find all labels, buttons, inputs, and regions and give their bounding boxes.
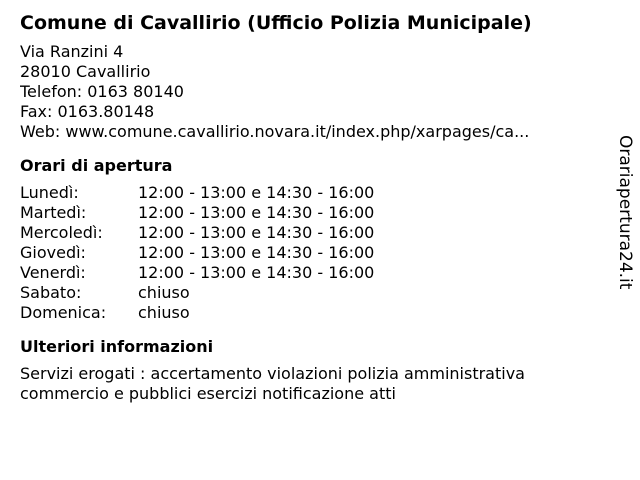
day-hours: 12:00 - 13:00 e 14:30 - 16:00 bbox=[138, 183, 375, 202]
hours-row-friday bbox=[20, 263, 610, 283]
phone-number: Telefon: 0163 80140 bbox=[20, 82, 184, 101]
day-label: Domenica: bbox=[20, 303, 107, 322]
day-label: Venerdì: bbox=[20, 263, 86, 282]
day-hours: 12:00 - 13:00 e 14:30 - 16:00 bbox=[138, 223, 375, 242]
day-hours: 12:00 - 13:00 e 14:30 - 16:00 bbox=[138, 203, 375, 222]
page-title: Comune di Cavallirio (Ufficio Polizia Municipale) bbox=[20, 12, 532, 34]
brand-watermark: Orariapertura24.it bbox=[615, 135, 635, 290]
day-hours: 12:00 - 13:00 e 14:30 - 16:00 bbox=[138, 263, 375, 282]
fax-number: Fax: 0163.80148 bbox=[20, 102, 155, 121]
day-hours: 12:00 - 13:00 e 14:30 - 16:00 bbox=[138, 243, 375, 262]
address-block bbox=[20, 42, 610, 142]
hours-row-monday bbox=[20, 183, 610, 203]
hours-row-saturday bbox=[20, 283, 610, 303]
further-info-text: Servizi erogati : accertamento violazioni polizia amministrativa commercio e pubblici esercizi notificazione atti bbox=[20, 364, 525, 403]
day-label: Lunedì: bbox=[20, 183, 79, 202]
opening-hours-heading: Orari di apertura bbox=[20, 156, 173, 175]
day-label: Sabato: bbox=[20, 283, 82, 302]
street-address: Via Ranzini 4 bbox=[20, 42, 124, 61]
info-card bbox=[20, 10, 610, 404]
hours-row-sunday bbox=[20, 303, 610, 323]
further-info-heading: Ulteriori informazioni bbox=[20, 337, 214, 356]
hours-row-wednesday bbox=[20, 223, 610, 243]
day-label: Giovedì: bbox=[20, 243, 86, 262]
day-hours: chiuso bbox=[138, 283, 190, 302]
hours-row-thursday bbox=[20, 243, 610, 263]
day-label: Mercoledì: bbox=[20, 223, 103, 242]
website-link[interactable]: Web: www.comune.cavallirio.novara.it/index.php/xarpages/ca... bbox=[20, 122, 530, 141]
hours-row-tuesday bbox=[20, 203, 610, 223]
opening-hours-table bbox=[20, 183, 610, 323]
city-address: 28010 Cavallirio bbox=[20, 62, 151, 81]
day-hours: chiuso bbox=[138, 303, 190, 322]
day-label: Martedì: bbox=[20, 203, 87, 222]
